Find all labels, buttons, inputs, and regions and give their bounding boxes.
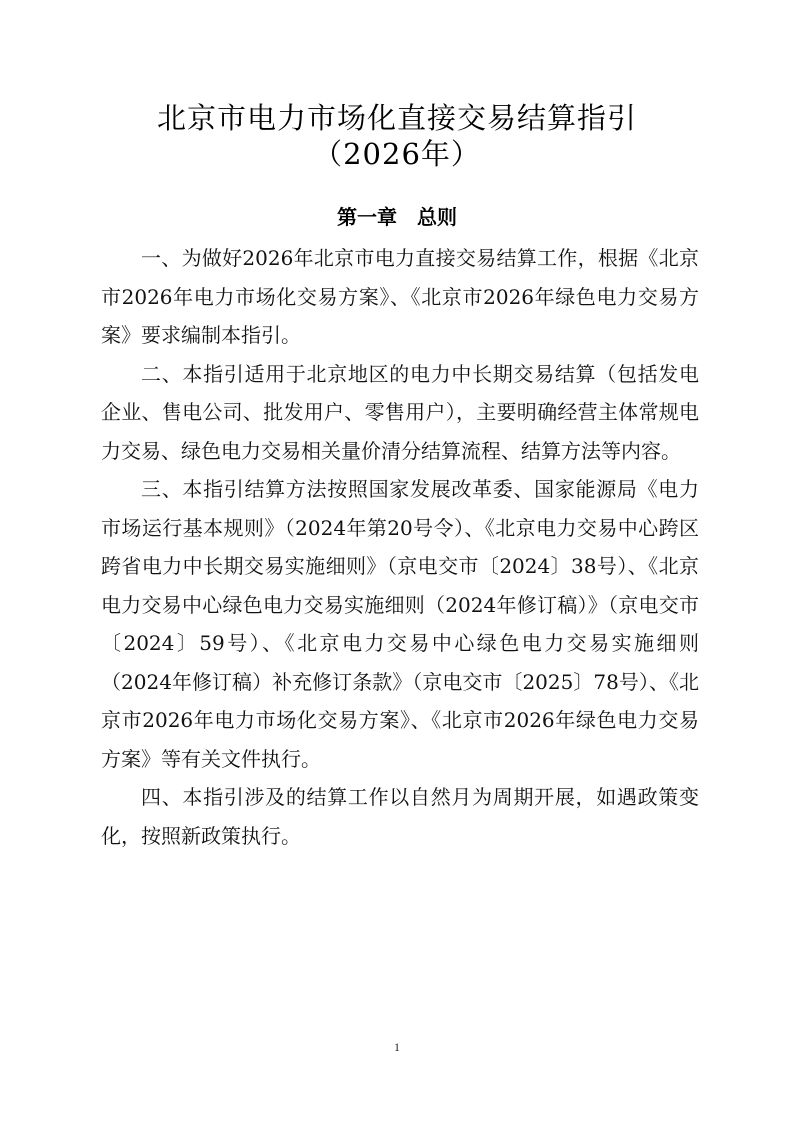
document-body (101, 239, 699, 855)
document-subtitle-year: （2026年） (313, 137, 481, 171)
page-number: 1 (394, 1040, 400, 1054)
paragraph-4: 四、本指引涉及的结算工作以自然月为周期开展，如遇政策变化，按照新政策执行。 (101, 785, 699, 848)
paragraph-2: 二、本指引适用于北京地区的电力中长期交易结算（包括发电企业、售电公司、批发用户、零售用户），主要明确经营主体常规电力交易、绿色电力交易相关量价清分结算流程、结算方法等内容。 (101, 361, 699, 463)
document-title: 北京市电力市场化直接交易结算指引 (156, 101, 637, 135)
chapter-heading: 第一章 总则 (337, 205, 457, 229)
paragraph-1: 一、为做好2026年北京市电力直接交易结算工作，根据《北京市2026年电力市场化交易方案》、《北京市2026年绿色电力交易方案》要求编制本指引。 (101, 246, 699, 347)
paragraph-3: 三、本指引结算方法按照国家发展改革委、国家能源局《电力市场运行基本规则》（2024年第20号令）、《北京电力交易中心跨区跨省电力中长期交易实施细则》（京电交市〔2024〕38号）、《北京电力交易中心绿色电力交易实施细则（2024年修订稿）》（京电交市〔2024〕59号）、《北京电力交易中心绿色电力交易实施细则（2024年修订稿）补充修订条款》（京电交市〔2025〕78号）、《北京市2026年电力市场化交易方案》、《北京市2026年绿色电力交易方案》等有关文件执行。 (101, 477, 699, 771)
